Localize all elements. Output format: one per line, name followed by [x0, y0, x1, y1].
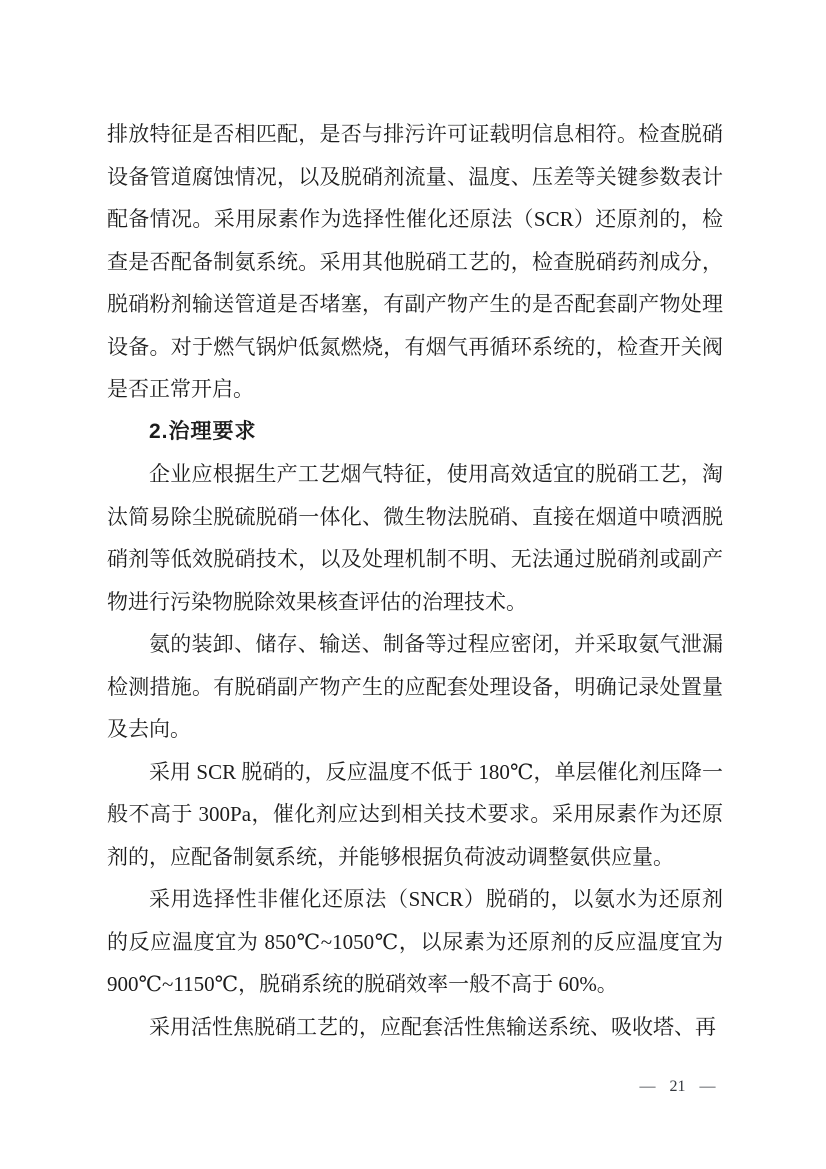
paragraph-ammonia-handling: 氨的装卸、储存、输送、制备等过程应密闭，并采取氨气泄漏检测措施。有脱硝副产物产生的应配套处理设备，明确记录处置量及去向。	[107, 632, 723, 741]
paragraph-scr-requirements: 采用 SCR 脱硝的，反应温度不低于 180℃，单层催化剂压降一般不高于 300Pa，催化剂应达到相关技术要求。采用尿素作为还原剂的，应配备制氨系统，并能够根据负荷波动调整氨供应量。	[107, 759, 723, 869]
paragraph-process-selection: 企业应根据生产工艺烟气特征，使用高效适宜的脱硝工艺，淘汰简易除尘脱硫脱硝一体化、微生物法脱硝、直接在烟道中喷洒脱硝剂等低效脱硝技术，以及处理机制不明、无法通过脱硝剂或副产物进行污染物脱除效果核查评估的治理技术。	[107, 462, 723, 614]
document-body	[107, 113, 723, 1048]
paragraph-inspection-requirements: 排放特征是否相匹配，是否与排污许可证载明信息相符。检查脱硝设备管道腐蚀情况，以及脱硝剂流量、温度、压差等关键参数表计配备情况。采用尿素作为选择性催化还原法（SCR）还原剂的，检查是否配备制氨系统。采用其他脱硝工艺的，检查脱硝药剂成分，脱硝粉剂输送管道是否堵塞，有副产物产生的是否配套副产物处理设备。对于燃气锅炉低氮燃烧，有烟气再循环系统的，检查开关阀是否正常开启。	[107, 122, 723, 401]
section-heading-treatment-requirements: 2.治理要求	[149, 419, 257, 443]
paragraph-activated-coke-truncated: 采用活性焦脱硝工艺的，应配套活性焦输送系统、吸收塔、再	[149, 1014, 716, 1039]
paragraph-sncr-requirements: 采用选择性非催化还原法（SNCR）脱硝的，以氨水为还原剂的反应温度宜为 850℃~1050℃，以尿素为还原剂的反应温度宜为 900℃~1150℃，脱硝系统的脱硝效率一般不高于 60%。	[107, 887, 723, 996]
page-number: — 21 —	[639, 1078, 716, 1095]
